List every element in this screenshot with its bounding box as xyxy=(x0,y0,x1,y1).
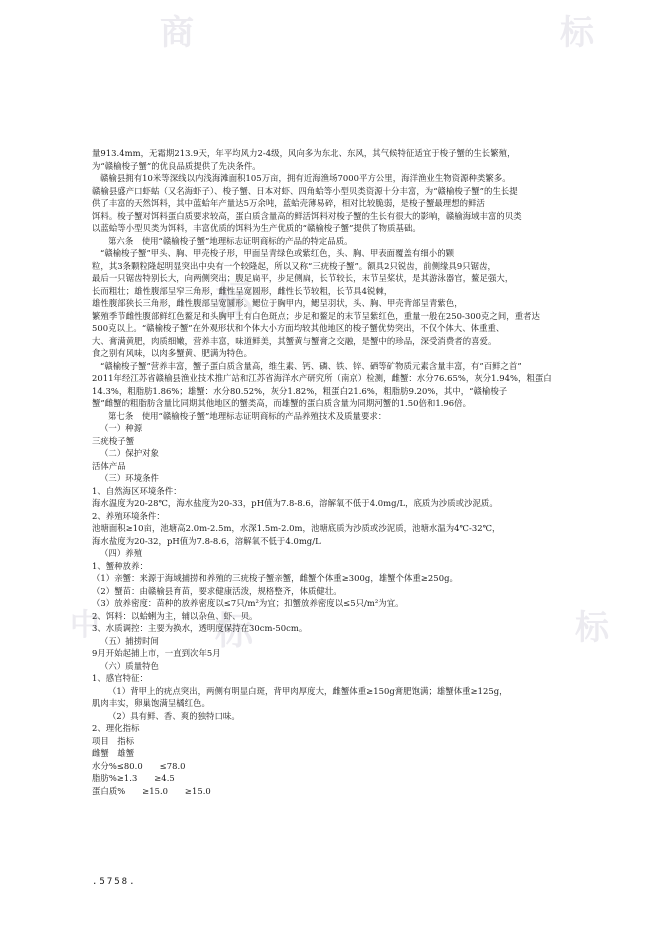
text-line: 1、蟹种放养： xyxy=(92,560,148,571)
text-line: （一）种源 xyxy=(100,423,143,433)
text-line: 量913.4mm，无霜期213.9天，年平均风力2-4级，风向多为东北、东风，其气候特征适宜于梭子蟹的生长繁殖， xyxy=(92,148,516,158)
text-line: 海水温度为20-28℃，海水盐度为20-33，pH值为7.8-8.6，溶解氧不低于4.0mg/L，底质为沙质或沙泥质。 xyxy=(92,498,498,508)
text-line: 2011年经江苏省赣榆县渔业技术推广站和江苏省海洋水产研究所（南京）检测，雌蟹：水分76.65%，灰分1.94%，粗蛋白 xyxy=(92,373,552,383)
text-line: （五）捕捞时间 xyxy=(100,635,159,646)
text-line: （1）亲蟹：来源于海域捕捞和养殖的三疣梭子蟹亲蟹，雌蟹个体重≥300g，雄蟹个体重≥250g。 xyxy=(92,573,458,583)
text-line: 蟹”雌蟹的粗脂肪含量比同期其他地区的蟹类高，而雄蟹的蛋白质含量为同期河蟹的1.50倍和1.96倍。 xyxy=(92,398,472,408)
text-line: “赣榆梭子蟹”甲头、胸、甲壳梭子形，甲面呈青绿色或紫红色，头、胸、甲表面覆盖有细小的颗 xyxy=(100,248,455,258)
text-line: 2、理化指标 xyxy=(92,723,140,733)
text-line: 粒，其3条颗粒隆起明显突出中央有一个较隆起，所以又称“三疣梭子蟹”。额具2只锐齿，前侧缘具9只锯齿， xyxy=(92,260,496,271)
watermark: 标 xyxy=(575,608,609,648)
text-line: 项目 指标 xyxy=(92,735,135,746)
text-line: 2、养殖环境条件： xyxy=(92,510,165,521)
text-line: 第七条 使用“赣榆梭子蟹”地理标志证明商标的产品养殖技术及质量要求： xyxy=(108,410,387,421)
text-line: 活体产品 xyxy=(92,460,126,471)
text-line: （2）具有鲜、香、爽的独特口味。 xyxy=(108,710,240,721)
text-line: 供了丰富的天然饵料，其中蓝蛤年产量达5万余吨，蓝蛤壳薄易碎，相对比较脆弱，是梭子蟹最理想的鲜活 xyxy=(92,198,485,208)
watermark: 商 xyxy=(160,13,194,53)
text-line: 1、感官特征： xyxy=(92,673,148,683)
text-line: 2、饵料：以蛤蜊为主，辅以杂鱼、虾、贝。 xyxy=(92,610,258,621)
text-line: 为“赣榆梭子蟹”的优良品质提供了先决条件。 xyxy=(92,160,261,171)
text-line: （三）环境条件 xyxy=(100,473,159,483)
watermark: 标 xyxy=(215,609,254,653)
text-line: 雌蟹 雄蟹 xyxy=(92,748,135,758)
text-line: 蛋白质% ≥15.0 ≥15.0 xyxy=(92,785,211,796)
page-number: .5758. xyxy=(92,877,137,887)
text-line: 9月开始起捕上市，一直到次年5月 xyxy=(92,648,221,658)
text-line: 饵料。梭子蟹对饵料蛋白质要求较高，蛋白质含量高的鲜活饵料对梭子蟹的生长有很大的影响，赣榆海域丰富的贝类 xyxy=(92,210,522,221)
document-body xyxy=(92,147,582,797)
text-line: 14.3%，粗脂肪1.86%；雄蟹：水分80.52%，灰分1.82%，粗蛋白21.6%，粗脂肪9.20%，其中，“赣榆梭子 xyxy=(92,385,508,396)
text-line: （二）保护对象 xyxy=(100,448,159,458)
text-line: （3）放养密度：苗种的放养密度以≤7只/m²为宜；扣蟹放养密度以≤5只/m²为宜。 xyxy=(92,598,404,608)
text-line: 3、水质调控：主要为换水，透明度保持在30cm-50cm。 xyxy=(92,623,308,633)
text-line: 三疣梭子蟹 xyxy=(92,435,135,446)
text-line: “赣榆梭子蟹”营养丰富，蟹子蛋白质含量高，维生素、钙、磷、铁、锌、硒等矿物质元素含量丰富，有”百鲜之首” xyxy=(100,360,522,371)
watermark: 标 xyxy=(560,13,594,53)
text-line: 大、膏满黄肥，肉质细嫩，营养丰富，味道鲜美，其蟹黄与蟹膏之交融，是蟹中的珍品，深受消费者的喜爱。 xyxy=(92,335,497,346)
text-line: 雄性腹部狭长三角形，雌性腹部呈宽圆形。鳃位于胸甲内，鳃呈羽状，头、胸、甲壳背部呈青紫色， xyxy=(92,298,463,308)
text-line: （2）蟹苗：由赣榆县育苗，要求健康活泼，规格整齐，体质健壮。 xyxy=(92,585,342,596)
text-line: 水分%≤80.0 ≤78.0 xyxy=(92,760,186,771)
watermark: 标 xyxy=(215,277,254,321)
text-line: 最后一只锯齿特别长大，向两侧突出；腹足扁平，步足侧扁，长节较长，末节呈桨状，是其游泳器官，鳌足强大， xyxy=(92,273,514,283)
text-line: 肌肉丰实，卵巢饱满呈橘红色。 xyxy=(92,698,210,708)
text-line: 赣榆县盛产口虾蛄（又名海虾子）、梭子蟹、日本对虾、四角蛤等小型贝类资源十分丰富，为“赣榆梭子蟹”的生长提 xyxy=(92,185,518,196)
watermark: 中 xyxy=(70,608,100,643)
text-line: 食之别有风味，以肉多蟹黄、肥满为特色。 xyxy=(92,348,253,358)
text-line: 长而粗壮；雄性腹部呈窄三角形，雌性呈宽圆形，雌性长节较粗，长节具4锐棘， xyxy=(92,285,393,296)
text-line: 500克以上。“赣榆梭子蟹”在外观形状和个体大小方面均较其他地区的梭子蟹优势突出，不仅个体大、体重重、 xyxy=(92,323,505,333)
text-line: 池塘面积≥10亩，池塘高2.0m-2.5m，水深1.5m-2.0m，池塘底质为沙质或沙泥质，池塘水温为4℃-32℃， xyxy=(92,523,501,533)
text-line: 以蓝蛤等小型贝类为饵料，丰富优质的饵料为生产优质的“赣榆梭子蟹”提供了物质基础。 xyxy=(92,223,421,233)
text-line: （六）质量特色 xyxy=(100,660,159,671)
text-line: 第六条 使用“赣榆梭子蟹”地理标志证明商标的产品的特定品质。 xyxy=(108,235,353,246)
text-line: 1、自然海区环境条件： xyxy=(92,485,182,496)
text-line: （四）养殖 xyxy=(100,548,143,558)
text-line: 赣榆县拥有10米等深线以内浅海滩面积105万亩，拥有近海渔场7000平方公里，海洋渔业生物资源种类繁多。 xyxy=(100,173,511,183)
text-line: 脂肪%≥1.3 ≥4.5 xyxy=(92,773,175,783)
text-line: 海水盐度为20-32，pH值为7.8-8.6，溶解氧不低于4.0mg/L xyxy=(92,535,321,546)
text-line: （1）背甲上的疣点突出，两侧有明显白斑，背甲肉厚度大，雌蟹体重≥150g膏肥饱满；雄蟹体重≥125g， xyxy=(108,685,508,696)
text-line: 繁殖季节雌性腹部鲜红色鳌足和头胸甲上有白色斑点；步足和鳌足的末节呈紫红色，重量一般在250-300克之间，重者达 xyxy=(92,310,540,321)
